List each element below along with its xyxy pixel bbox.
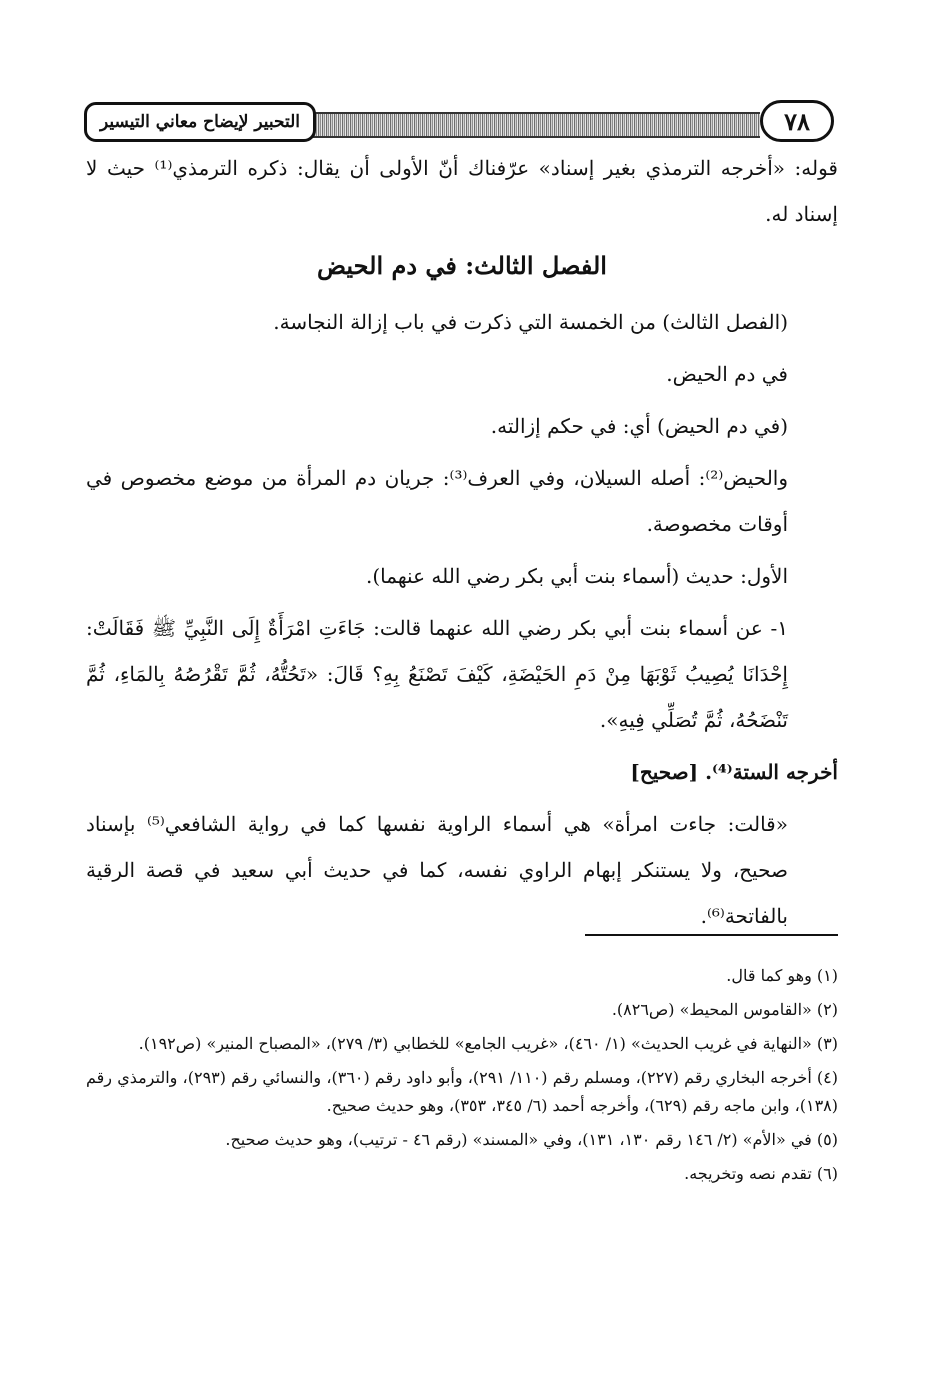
paragraph-takhrij: أخرجه الستة⁽⁴⁾. [صحيح] bbox=[630, 760, 838, 784]
page-number: ٧٨ bbox=[760, 100, 834, 142]
footnote-6: (٦) تقدم نصه وتخريجه. bbox=[684, 1164, 838, 1183]
paragraph-definition: والحيض⁽²⁾: أصله السيلان، وفي العرف⁽³⁾: جريان دم المرأة من موضع مخصوص في أوقات مخصوصة. bbox=[86, 466, 788, 536]
footnote-3: (٣) «النهاية في غريب الحديث» (١/ ٤٦٠)، «غريب الجامع» للخطابي (٣/ ٢٧٩)، «المصباح المنير» (ص١٩٢). bbox=[138, 1034, 838, 1053]
section-heading: الفصل الثالث: في دم الحيض bbox=[317, 251, 607, 280]
footnote-2: (٢) «القاموس المحيط» (ص٨٢٦). bbox=[611, 1000, 838, 1019]
paragraph-first-hadith-title: الأول: حديث (أسماء بنت أبي بكر رضي الله عنهما). bbox=[366, 564, 788, 588]
footnotes bbox=[86, 962, 838, 1194]
main-text bbox=[86, 145, 838, 945]
footnote-1: (١) وهو كما قال. bbox=[726, 966, 838, 985]
footnote-separator bbox=[585, 934, 838, 936]
paragraph-ruling: (في دم الحيض) أي: في حكم إزالته. bbox=[490, 414, 788, 438]
paragraph-menstrual-blood: في دم الحيض. bbox=[666, 362, 788, 386]
paragraph-intro: قوله: «أخرجه الترمذي بغير إسناد» عرّفناك أنّ الأولى أن يقال: ذكره الترمذي⁽¹⁾ حيث لا إسناد له. bbox=[86, 156, 838, 226]
header-decorative-band bbox=[310, 112, 760, 138]
paragraph-chapter: (الفصل الثالث) من الخمسة التي ذكرت في باب إزالة النجاسة. bbox=[273, 310, 788, 334]
paragraph-hadith-text: ١- عن أسماء بنت أبي بكر رضي الله عنهما قالت: جَاءَتِ امْرَأَةٌ إِلَى النَّبِيِّ ﷺ فَقَالَتْ: إِحْدَانَا يُصِيبُ ثَوْبَهَا مِنْ دَمِ الحَيْضَةِ، كَيْفَ تَصْنَعُ بِهِ؟ قَالَ: «تَحُتُّهُ، ثُمَّ تَقْرُصُهُ بِالمَاءِ، ثُمَّ تَنْضَحُهُ، ثُمَّ تُصَلِّي فِيهِ». bbox=[86, 616, 788, 732]
footnote-4: (٤) أخرجه البخاري رقم (٢٢٧)، ومسلم رقم (١١٠/ ٢٩١)، وأبو داود رقم (٣٦٠)، والنسائي رقم (٢٩٣)، والترمذي رقم (١٣٨)، وابن ماجه رقم (٦٢٩)، وأخرجه أحمد (٦/ ٣٤٥، ٣٥٣)، وهو حديث صحيح. bbox=[86, 1068, 839, 1115]
footnote-5: (٥) في «الأم» (٢/ ١٤٦ رقم ١٣٠، ١٣١)، وفي «المسند» (رقم ٤٦ - ترتيب)، وهو حديث صحيح. bbox=[225, 1130, 838, 1149]
paragraph-commentary: «قالت: جاءت امرأة» هي أسماء الراوية نفسها كما في رواية الشافعي⁽⁵⁾ بإسناد صحيح، ولا يستنكر إبهام الراوي نفسه، كما في حديث أبي سعيد في قصة الرقية بالفاتحة⁽⁶⁾. bbox=[86, 812, 788, 928]
book-title: التحبير لإيضاح معاني التيسير bbox=[84, 102, 316, 142]
